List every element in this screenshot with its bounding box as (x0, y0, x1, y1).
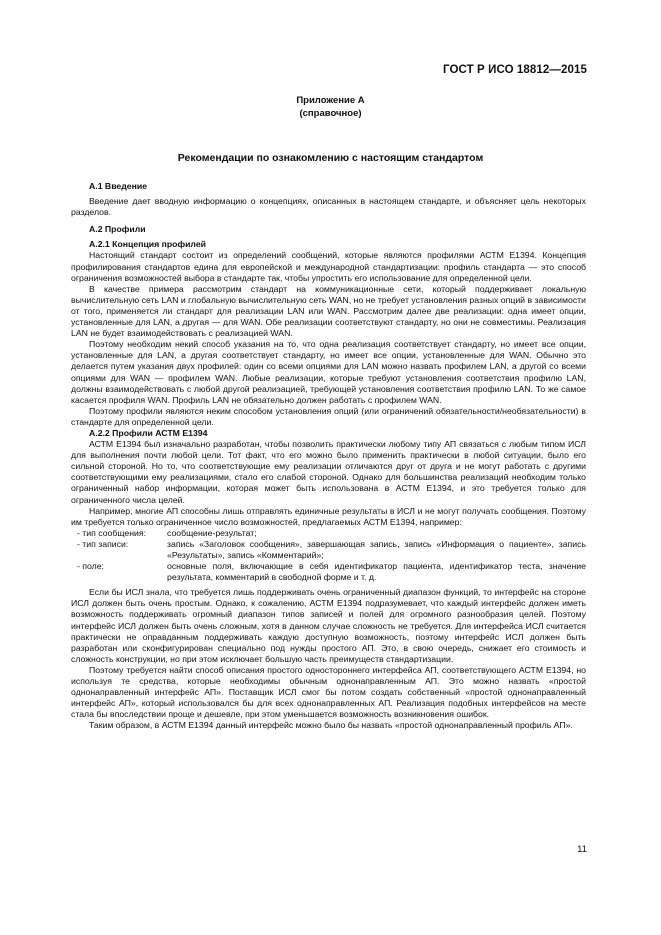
paragraph: Таким образом, в АСТМ Е1394 данный интерфейс можно было бы назвать «простой однонаправленный профиль АП». (89, 720, 573, 731)
section-a22-heading: А.2.2 Профили АСТМ Е1394 (89, 427, 208, 438)
list-item (71, 528, 586, 539)
paragraph: Поэтому профили являются неким способом установления опций (или ограничений обязательности/необязательности) в стандарте для определенной цели. (71, 405, 586, 427)
annex-subtitle: (справочное) (299, 108, 362, 119)
paragraph: Например, многие АП способны лишь отправлять единичные результаты в ИСЛ и не могут получать сообщения. Поэтому им требуется только ограниченное число возможностей, предлагаемых АСТМ Е1394, например: (71, 505, 586, 527)
list-item-value: запись «Заголовок сообщения», завершающая запись, запись «Информация о пациенте», запись «Результаты», запись «Комментарий»; (167, 538, 586, 560)
paragraph: Если бы ИСЛ знала, что требуется лишь поддерживать очень ограниченный диапазон функций, то интерфейс на стороне ИСЛ должен быть очень простым. Однако, к сожалению, АСТМ Е1394 подразумевает, что каждый интерфейс должен иметь возможность поддерживать огромный диапазон типов записей и полей для огромного разнообразия целей. Поэтому интерфейс ИСЛ должен быть очень сложным, хотя в данном случае сложность не требуется. Для интерфейса ИСЛ считается практически не оправданным поддерживать каждую доступную возможность, поэтому интерфейс ИСЛ должен быть разработан или сконфигурирован специально под нужды простого АП. Это, в свою очередь, снижает его стоимость и сложность конструкции, но при этом исключает большую часть преимуществ стандартизации. (71, 587, 586, 664)
page-number: 11 (577, 844, 587, 855)
list-item-value: основные поля, включающие в себя идентификатор пациента, идентификатор теста, значение результата, комментарий в свободной форме и т. д. (167, 561, 586, 583)
paragraph: Введение дает вводную информацию о концепциях, описанных в настоящем стандарте, и объясняет цель некоторых разделов. (71, 196, 586, 218)
list-item-key: - поле: (77, 561, 104, 572)
section-a2-heading: А.2 Профили (89, 224, 146, 235)
document-body (71, 181, 586, 732)
paragraph: Поэтому требуется найти способ описания простого одностороннего интерфейса АП, соответствующего АСТМ Е1394, но используя те средства, которые необходимы обычным однонаправленным АП. Это можно назвать «простой однонаправленный интерфейс АП». Поставщик ИСЛ смог бы потом создать собственный «простой однонаправленный интерфейс АП», который использовался бы для всех однонаправленных АП. Реализация подобных интерфейсов на месте стала бы впоследствии проще и дешевле, при этом уменьшается возможность возникновения ошибок. (71, 664, 586, 720)
section-a1-heading: А.1 Введение (89, 181, 148, 191)
list-item-key: - тип сообщения: (77, 527, 146, 538)
section-a21-heading: А.2.1 Концепция профилей (89, 239, 206, 250)
paragraph: Настоящий стандарт состоит из определений сообщений, которые являются профилями АСТМ Е1394. Концепция профилирования стандартов едина для европейской и международной стандартизации: профиль стандарта — это способ ограничения возможностей выбора в стандарте так, чтобы упростить его использование для определенной цели. (71, 250, 586, 283)
list-item (71, 561, 586, 583)
paragraph: Поэтому необходим некий способ указания на то, что одна реализация соответствует стандарту, но имеет все опции, установленные для LAN, а другая соответствует стандарту, но имеет все опции, установленные для WAN. Обычно это делается путем указания двух профилей: один со всеми опциями для LAN можно назвать профилем LAN, а другой со всеми опциями для WAN — профилем WAN. Любые реализации, которые требуют установления соответствия профилю LAN, должны взаимодействовать с любой другой реализацией, требующей установления соответствия профилю LAN. То же самое касается профиля WAN. Профиль LAN не обязательно должен работать с профилем WAN. (71, 339, 586, 405)
standard-code: ГОСТ Р ИСО 18812—2015 (442, 64, 587, 76)
list-item-key: - тип записи: (77, 538, 129, 549)
paragraph: АСТМ Е1394 был изначально разработан, чтобы позволить практически любому типу АП связаться с любым типом ИСЛ для выполнения почти любой цели. Тот факт, что его можно было применить практически в любой ситуации, было его сильной стороной. Но то, что соответствующие ему реализации отличаются друг от друга и не могут работать с другими соответствующими ему реализациями, стало его слабой стороной. Однако для большинства реализаций необходим только ограниченный набор информации, которая может быть использована в АСТМ Е1394, и это требуется только для ограниченного числа целей. (71, 439, 586, 505)
main-title: Рекомендации по ознакомлению с настоящим стандартом (177, 152, 484, 164)
paragraph: В качестве примера рассмотрим стандарт на коммуникационные сети, который поддерживает локальную вычислительную сеть LAN и глобальную вычислительную сеть WAN, но не требует установления разных опций в зависимости от того, применяется ли стандарт для реализации LAN или WAN. Рассмотрим далее две реализации: одна имеет опции, установленные для LAN, а другая — для WAN. Обе реализации соответствуют стандарту, но они не совместимы. Реализация LAN не будет взаимодействовать с реализацией WAN. (71, 283, 586, 339)
annex-title: Приложение А (296, 95, 365, 106)
list-item-value: сообщение-результат; (167, 527, 257, 538)
list-item (71, 539, 586, 561)
